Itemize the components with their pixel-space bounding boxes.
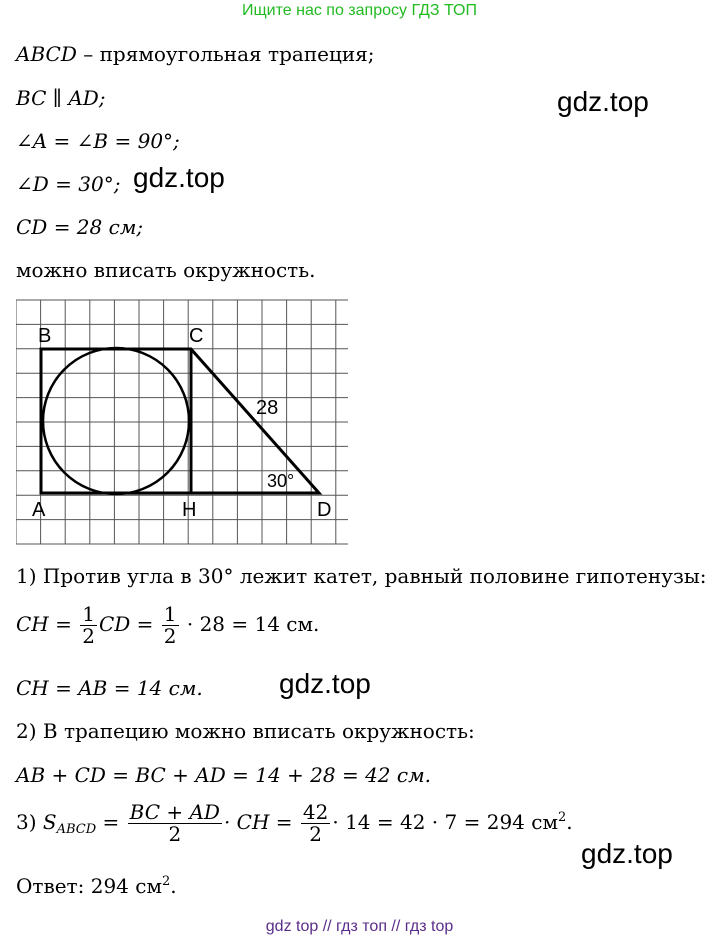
frac-den: 2 (82, 624, 95, 648)
answer-end: . (170, 874, 177, 898)
f-left: CH = (16, 612, 72, 636)
step3-mid: · CH = (223, 810, 293, 834)
label-c: C (189, 325, 204, 347)
watermark-3: gdz.top (279, 668, 371, 699)
answer-text: Ответ: 294 см (16, 874, 163, 898)
label-d: D (317, 499, 332, 521)
step2-eq: AB + CD = BC + AD = 14 + 28 = 42 см. (16, 763, 432, 787)
frac-num: BC + AD (129, 800, 220, 824)
label-a: A (32, 499, 46, 521)
given-line-1 (16, 42, 375, 66)
step3-tail: · 14 = 42 · 7 = 294 см (332, 810, 559, 834)
f-right: · 28 = 14 см. (186, 612, 320, 636)
label-h: H (182, 499, 197, 521)
f-mid: CD = (98, 612, 154, 636)
trapezoid-desc: – прямоугольная трапеция; (76, 42, 375, 66)
fraction-42 (301, 802, 330, 845)
frac-num: 1 (163, 602, 177, 626)
given-line-2: BC ∥ AD; (16, 86, 106, 110)
label-b: B (38, 325, 52, 347)
frac-num: 1 (82, 602, 95, 626)
footer-links: gdz top // гдз топ // гдз top (265, 918, 454, 935)
step1-text: 1) Против угла в 30° лежит катет, равный половине гипотенузы: (16, 564, 707, 588)
step3-sup: 2 (558, 810, 567, 825)
answer-line (16, 874, 177, 898)
frac-den: 2 (301, 823, 330, 845)
area-subscript: ABCD (56, 822, 97, 837)
fraction-half-2 (162, 604, 179, 647)
angle-d-label: 30° (267, 471, 295, 491)
given-line-6: можно вписать окружность. (16, 258, 316, 282)
step2-text: 2) В трапецию можно вписать окружность: (16, 719, 475, 743)
side-cd-label: 28 (256, 397, 279, 419)
area-symbol: S (42, 810, 57, 834)
watermark-2: gdz.top (133, 162, 225, 193)
answer-sup: 2 (162, 874, 171, 889)
watermark-4: gdz.top (581, 838, 673, 869)
trapezoid-figure (16, 296, 348, 546)
step3-prefix: 3) (16, 810, 43, 834)
frac-den: 2 (163, 624, 177, 648)
step1-formula (16, 604, 319, 647)
search-banner: Ищите нас по запросу ГДЗ ТОП (242, 2, 477, 19)
trapezoid-name: ABCD (16, 42, 77, 66)
step1-eq2: CH = AB = 14 см. (16, 676, 203, 700)
frac-den: 2 (128, 823, 222, 845)
step3-eq1: = (96, 810, 120, 834)
step3-end: . (566, 810, 573, 834)
given-line-3: ∠A = ∠B = 90°; (16, 129, 180, 153)
step3-formula (16, 802, 573, 845)
given-line-4: ∠D = 30°; (16, 172, 121, 196)
watermark-1: gdz.top (557, 86, 649, 117)
frac-num: 42 (302, 800, 329, 824)
given-line-5: CD = 28 см; (16, 215, 144, 239)
fraction-sum (128, 802, 222, 845)
fraction-half-1 (80, 604, 97, 647)
